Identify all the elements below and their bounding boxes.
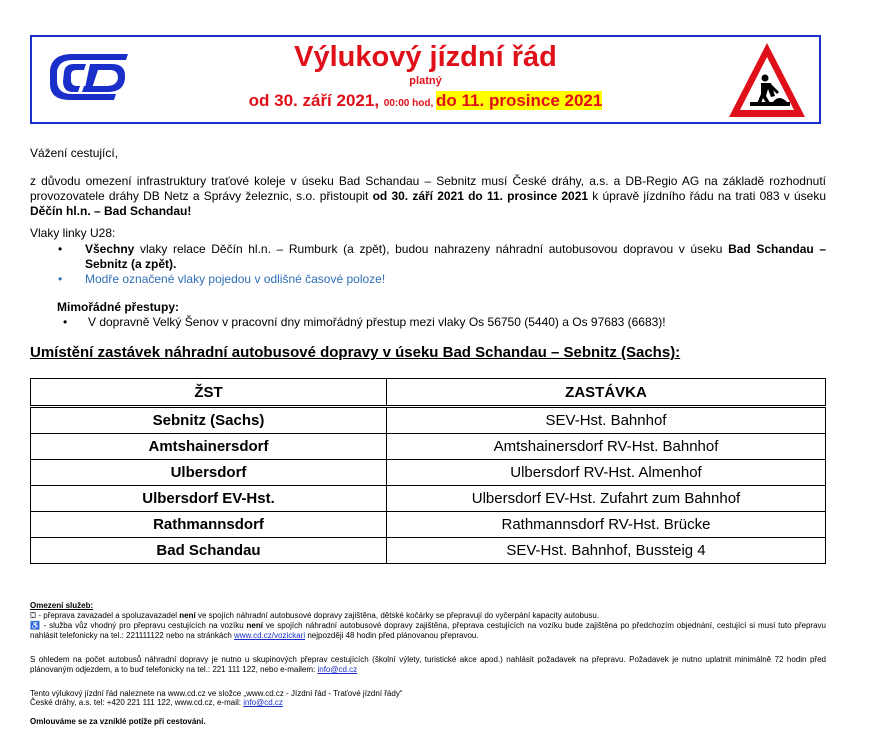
luggage-icon: ⛋ — [30, 611, 37, 620]
intro-paragraph: z důvodu omezení infrastruktury traťové koleje v úseku Bad Schandau – Sebnitz musí České dráhy, a.s. a DB-Regio AG na základě rozhodnutí provozovatele dráhy DB Netz a Správy železnic, s.o. přistoupit od 30. září 2021 do 11. prosince 2021 k úpravě jízdního řádu na trati 083 v úseku Děčín hl.n. – Bad Schandau! — [30, 174, 827, 218]
stop-cell: SEV-Hst. Bahnhof — [387, 407, 826, 434]
stop-cell: SEV-Hst. Bahnhof, Bussteig 4 — [387, 538, 826, 564]
date-from: od 30. září 2021, — [248, 91, 380, 110]
service-luggage: ⛋ - přeprava zavazadel a spoluzavazadel není ve spojích náhradní autobusové dopravy zajištěna, dětské kočárky se přepravují do vyčerpání kapacity autobusu. — [30, 611, 600, 620]
apology: Omlouváme se za vzniklé potíže při cestování. — [30, 717, 206, 726]
table-row — [31, 486, 826, 512]
bullet-replacement: Všechny vlaky relace Děčín hl.n. – Rumburk (a zpět), budou nahrazeny náhradní autobusovou dopravou v úseku Bad Schandau – Sebnitz (a zpět). — [85, 242, 827, 271]
contact-line: České dráhy, a.s. tel: +420 221 111 122, www.cd.cz, e-mail: info@cd.cz — [30, 698, 283, 707]
stop-cell: Amtshainersdorf RV-Hst. Bahnhof — [387, 434, 826, 460]
contact-email-link[interactable]: info@cd.cz — [243, 698, 283, 707]
time-label: 00:00 hod — [383, 98, 431, 109]
wheelchair-link[interactable]: www.cd.cz/vozickari — [234, 631, 306, 640]
station-cell: Bad Schandau — [31, 538, 387, 564]
bullet-transfer: V dopravně Velký Šenov v pracovní dny mimořádný přestup mezi vlaky Os 56750 (5440) a Os 97683 (6683)! — [88, 315, 666, 329]
station-cell: Amtshainersdorf — [31, 434, 387, 460]
bullet-blue-trains: Modře označené vlaky pojedou v odlišné časové poloze! — [85, 272, 386, 286]
stop-cell: Rathmannsdorf RV-Hst. Brücke — [387, 512, 826, 538]
header-box — [30, 35, 821, 124]
stop-cell: Ulbersdorf RV-Hst. Almenhof — [387, 460, 826, 486]
wheelchair-icon: ♿ — [30, 621, 41, 630]
roadwork-sign-icon — [727, 40, 807, 120]
bullet-dot: • — [58, 242, 63, 256]
bullet-dot: • — [63, 315, 68, 329]
stop-cell: Ulbersdorf EV-Hst. Zufahrt zum Bahnhof — [387, 486, 826, 512]
service-wheelchair: ♿ - služba vůz vhodný pro přepravu cestujících na vozíku není ve spojích náhradní autobusové dopravy zajištěna, přeprava cestujících na vozíku bude zajištěna po předchozím objednání, cestující si musí tuto přepravu nahlásit telefonicky na tel.: 221111122 nebo na stránkách www.cd.cz/vozickari nejpozději 48 hodin před plánovanou přepravou. — [30, 621, 826, 640]
table-row — [31, 460, 826, 486]
validity-dates: od 30. září 2021, 00:00 hod, do 11. prosince 2021 — [248, 91, 603, 110]
validity-label: platný — [409, 75, 442, 87]
affected-section: Děčín hl.n. – Bad Schandau! — [30, 204, 192, 218]
transfers-title: Mimořádné přestupy: — [57, 300, 180, 314]
table-header-row — [31, 379, 826, 407]
date-to: do 11. prosince 2021 — [436, 91, 603, 110]
station-cell: Rathmannsdorf — [31, 512, 387, 538]
email-link[interactable]: info@cd.cz — [317, 665, 358, 674]
stops-section-title: Umístění zastávek náhradní autobusové dopravy v úseku Bad Schandau – Sebnitz (Sachs): — [30, 344, 681, 361]
table-row — [31, 407, 826, 434]
station-cell: Ulbersdorf — [31, 460, 387, 486]
station-cell: Sebnitz (Sachs) — [31, 407, 387, 434]
bullet-dot: • — [58, 272, 63, 286]
line-label: Vlaky linky U28: — [30, 226, 116, 240]
greeting: Vážení cestující, — [30, 146, 119, 160]
table-row — [31, 538, 826, 564]
services-title: Omezení služeb: — [30, 601, 94, 610]
table-row — [31, 512, 826, 538]
column-header-stop: ZASTÁVKA — [387, 379, 826, 407]
column-header-station: ŽST — [31, 379, 387, 407]
station-cell: Ulbersdorf EV-Hst. — [31, 486, 387, 512]
validity-period: od 30. září 2021 do 11. prosince 2021 — [372, 189, 589, 203]
table-row — [31, 434, 826, 460]
stops-table — [30, 378, 826, 564]
where-to-find: Tento výlukový jízdní řád naleznete na www.cd.cz ve složce „www.cd.cz - Jízdní řád - Traťové jízdní řády“ — [30, 689, 403, 698]
page-title: Výlukový jízdní řád — [294, 41, 557, 73]
group-travel-note: S ohledem na počet autobusů náhradní dopravy je nutno u skupinových přeprav cestujících (školní výlety, turistické akce apod.) nahlásit požadavek na přepravu. Požadavek je nutno uplatnit minimálně 72 hodin před plánovaným odjezdem, a to buď telefonicky na tel.: 221 111 122, nebo e-mailem: info@cd.cz — [30, 655, 826, 674]
